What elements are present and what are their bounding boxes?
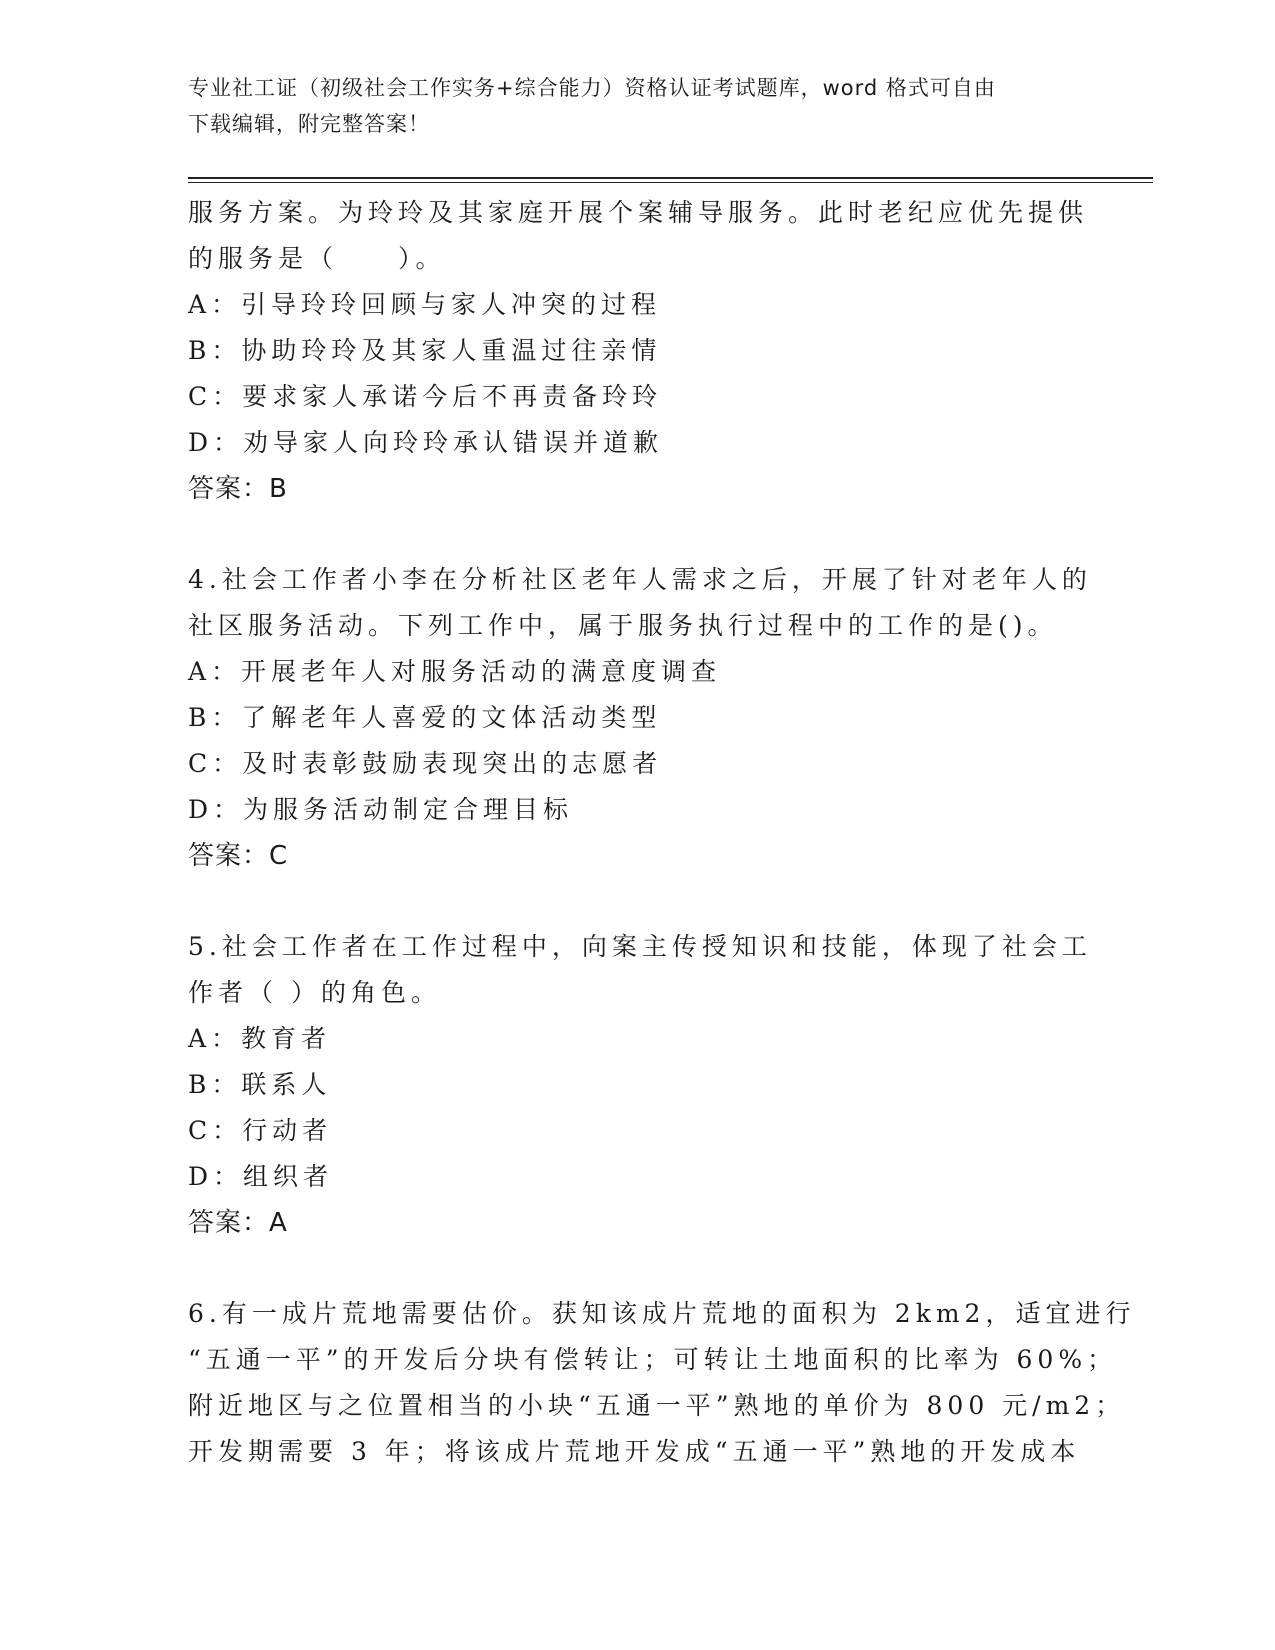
question-5 <box>188 924 1092 1246</box>
option-a: A：教育者 <box>188 1024 332 1053</box>
question-text: 附近地区与之位置相当的小块“五通一平”熟地的单价为 800 元/m2； <box>188 1391 1126 1420</box>
header-line-1: 专业社工证（初级社会工作实务+综合能力）资格认证考试题库，word 格式可自由 <box>188 76 996 100</box>
header-rule-thin <box>188 182 1153 183</box>
document-header <box>188 70 1088 142</box>
question-6 <box>188 1291 1136 1475</box>
question-text: 开发期需要 3 年；将该成片荒地开发成“五通一平”熟地的开发成本 <box>188 1437 1081 1466</box>
option-d: D：为服务活动制定合理目标 <box>188 795 574 824</box>
header-rule-thick <box>188 177 1153 179</box>
question-text: 作者（ ）的角色。 <box>188 978 441 1007</box>
question-content <box>188 190 1136 1475</box>
question-text: “五通一平”的开发后分块有偿转让；可转让土地面积的比率为 60%； <box>188 1345 1118 1374</box>
question-text: 的服务是（ ）。 <box>188 244 446 273</box>
question-text: 4.社会工作者小李在分析社区老年人需求之后，开展了针对老年人的 <box>188 565 1092 594</box>
option-a: A：开展老年人对服务活动的满意度调查 <box>188 657 722 686</box>
answer: 答案：C <box>188 841 289 871</box>
option-b: B：协助玲玲及其家人重温过往亲情 <box>188 336 662 365</box>
option-c: C：及时表彰鼓励表现突出的志愿者 <box>188 749 663 778</box>
answer: 答案：B <box>188 474 288 504</box>
question-4 <box>188 557 1092 879</box>
question-text: 服务方案。为玲玲及其家庭开展个案辅导服务。此时老纪应优先提供 <box>188 198 1089 227</box>
question-text: 5.社会工作者在工作过程中，向案主传授知识和技能，体现了社会工 <box>188 932 1092 961</box>
answer: 答案：A <box>188 1208 288 1238</box>
question-text: 6.有一成片荒地需要估价。获知该成片荒地的面积为 2km2，适宜进行 <box>188 1299 1136 1328</box>
option-c: C：要求家人承诺今后不再责备玲玲 <box>188 382 663 411</box>
option-d: D：劝导家人向玲玲承认错误并道歉 <box>188 428 664 457</box>
option-d: D：组织者 <box>188 1162 334 1191</box>
header-line-2: 下载编辑，附完整答案！ <box>188 112 430 136</box>
question-text: 社区服务活动。下列工作中，属于服务执行过程中的工作的是()。 <box>188 611 1058 640</box>
option-b: B：了解老年人喜爱的文体活动类型 <box>188 703 662 732</box>
option-c: C：行动者 <box>188 1116 333 1145</box>
option-a: A：引导玲玲回顾与家人冲突的过程 <box>188 290 662 319</box>
question-3 <box>188 190 1088 512</box>
option-b: B：联系人 <box>188 1070 332 1099</box>
